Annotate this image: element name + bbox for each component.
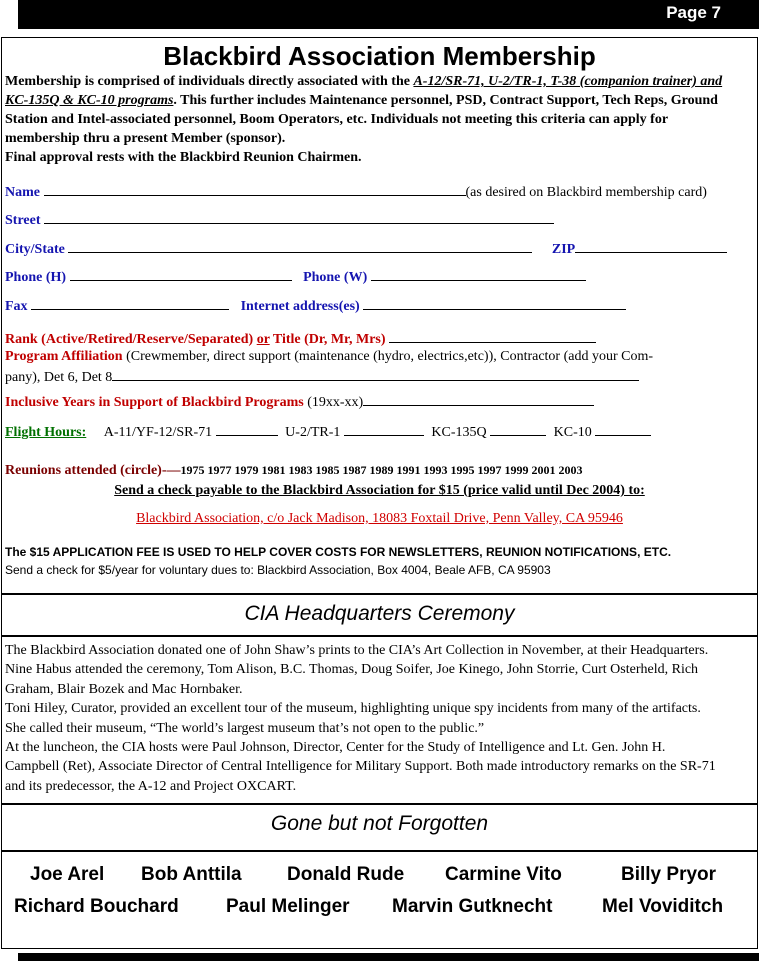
fax-row xyxy=(5,297,626,315)
memorial-name: Billy Pryor xyxy=(621,864,717,885)
reunion-years[interactable]: 1975 1977 1979 1981 1983 1985 1987 1989 1991 1993 1995 1997 1999 2001 2003 xyxy=(180,463,583,477)
program-label: Program Affiliation xyxy=(5,349,123,364)
flight-kc10-field[interactable] xyxy=(595,423,651,436)
reunions-row xyxy=(5,463,583,479)
city-row xyxy=(5,240,727,258)
flight-a11-field[interactable] xyxy=(216,423,278,436)
membership-title: Blackbird Association Membership xyxy=(163,41,596,71)
memorial-name: Bob Anttila xyxy=(141,864,242,885)
cia-paragraph-1: The Blackbird Association donated one of John Shaw’s prints to the CIA’s Art Collection in November, at their Headquarters. Nine Habus attended the ceremony, Tom Alison, B.C. Thomas, Doug Soifer, Joe Kinego, John Storrie, Curt Osterheld, Rich Graham, Blair Bozek and Mac Hornbaker. xyxy=(5,643,709,697)
street-row xyxy=(5,211,554,229)
rank-or: or xyxy=(256,332,270,347)
fax-label: Fax xyxy=(5,299,28,314)
zip-label: ZIP xyxy=(551,242,576,257)
page-number: Page 7 xyxy=(666,3,721,22)
section-divider xyxy=(1,635,758,637)
program-row xyxy=(5,349,653,365)
memorial-heading: Gone but not Forgotten xyxy=(270,812,489,835)
intro-programs: A-12/SR-71, U-2/TR-1, T-38 (companion trainer) and KC-135Q & KC-10 programs xyxy=(5,74,723,108)
intro-text-rest: . This further includes Maintenance personnel, PSD, Contract Support, Tech Reps, Ground Station and Intel-associated personnel, Boom Operators, etc. Individuals not meeting this criteria can apply for membership thru a present Member (sponsor). xyxy=(5,93,718,146)
cia-paragraph-3: At the luncheon, the CIA hosts were Paul Johnson, Director, Center for the Study of Intelligence and Lt. Gen. John H. Campbell (Ret), Associate Director of Central Intelligence for Military Support. Both made introductory remarks on the SR-71 and its predecessor, the A-12 and Project OXCART. xyxy=(5,740,716,794)
flight-kc135-label: KC-135Q xyxy=(431,425,487,440)
phone-home-label: Phone (H) xyxy=(5,270,67,285)
flight-u2-field[interactable] xyxy=(344,423,424,436)
phone-work-label: Phone (W) xyxy=(303,270,368,285)
phone-home-field[interactable] xyxy=(70,268,292,281)
rank-label: Rank (Active/Retired/Reserve/Separated) xyxy=(5,332,257,347)
rank-field[interactable] xyxy=(389,330,596,343)
phone-row xyxy=(5,268,586,286)
intro-text: Membership is comprised of individuals directly associated with the xyxy=(5,74,414,89)
name-field[interactable] xyxy=(44,183,466,196)
name-row xyxy=(5,183,707,201)
memorial-name: Donald Rude xyxy=(287,864,405,885)
memorial-name: Joe Arel xyxy=(30,864,105,885)
page-header-bar xyxy=(18,0,759,29)
section-divider xyxy=(1,593,758,595)
reunions-label: Reunions attended (circle)-— xyxy=(5,463,181,478)
flight-row xyxy=(5,423,651,441)
memorial-name: Paul Melinger xyxy=(226,896,350,917)
cia-paragraph-2: Toni Hiley, Curator, provided an excellent tour of the museum, highlighting unique spy incidents from many of the artifacts. She called their museum, “The world’s largest museum that’s not open to the public.” xyxy=(5,701,701,736)
years-field[interactable] xyxy=(363,393,594,406)
flight-a11-label: A-11/YF-12/SR-71 xyxy=(103,425,213,440)
dues-note: Send a check for $5/year for voluntary dues to: Blackbird Association, Box 4004, Beale AFB, CA 95903 xyxy=(5,563,551,577)
program-note-2: pany), Det 6, Det 8 xyxy=(5,370,113,385)
title-label: Title (Dr, Mr, Mrs) xyxy=(269,332,386,347)
years-note: (19xx-xx) xyxy=(303,395,364,410)
name-label: Name xyxy=(5,185,40,200)
years-label: Inclusive Years in Support of Blackbird Programs xyxy=(5,395,304,410)
section-divider xyxy=(1,850,758,852)
memorial-name: Mel Voviditch xyxy=(602,896,724,917)
city-field[interactable] xyxy=(68,240,532,253)
program-field[interactable] xyxy=(112,368,639,381)
internet-label: Internet address(es) xyxy=(240,299,360,314)
program-row-2 xyxy=(5,368,639,386)
cia-article xyxy=(5,641,720,796)
street-label: Street xyxy=(5,213,41,228)
rank-row xyxy=(5,330,596,348)
cia-heading: CIA Headquarters Ceremony xyxy=(244,602,515,625)
page-footer-bar xyxy=(18,953,759,961)
mailing-address: Blackbird Association, c/o Jack Madison, 18083 Foxtail Drive, Penn Valley, CA 95946 xyxy=(136,511,623,526)
fax-field[interactable] xyxy=(31,297,229,310)
flight-kc10-label: KC-10 xyxy=(553,425,592,440)
name-note: (as desired on Blackbird membership card) xyxy=(465,185,707,200)
zip-field[interactable] xyxy=(575,240,727,253)
section-divider xyxy=(1,803,758,805)
intro-final: Final approval rests with the Blackbird Reunion Chairmen. xyxy=(5,150,362,165)
memorial-name: Marvin Gutknecht xyxy=(392,896,553,917)
check-instruction: Send a check payable to the Blackbird Association for $15 (price valid until Dec 2004) to: xyxy=(114,483,645,498)
flight-kc135-field[interactable] xyxy=(490,423,546,436)
membership-intro xyxy=(5,72,737,167)
memorial-name: Carmine Vito xyxy=(445,864,562,885)
phone-work-field[interactable] xyxy=(371,268,586,281)
internet-field[interactable] xyxy=(363,297,626,310)
fee-note: The $15 APPLICATION FEE IS USED TO HELP COVER COSTS FOR NEWSLETTERS, REUNION NOTIFICATIONS, ETC. xyxy=(5,545,672,559)
program-note: (Crewmember, direct support (maintenance (hydro, electrics,etc)), Contractor (add your Com- xyxy=(122,349,654,364)
memorial-name: Richard Bouchard xyxy=(14,896,179,917)
flight-label: Flight Hours: xyxy=(5,425,87,440)
street-field[interactable] xyxy=(44,211,554,224)
city-label: City/State xyxy=(5,242,65,257)
flight-u2-label: U-2/TR-1 xyxy=(285,425,341,440)
years-row xyxy=(5,393,594,411)
